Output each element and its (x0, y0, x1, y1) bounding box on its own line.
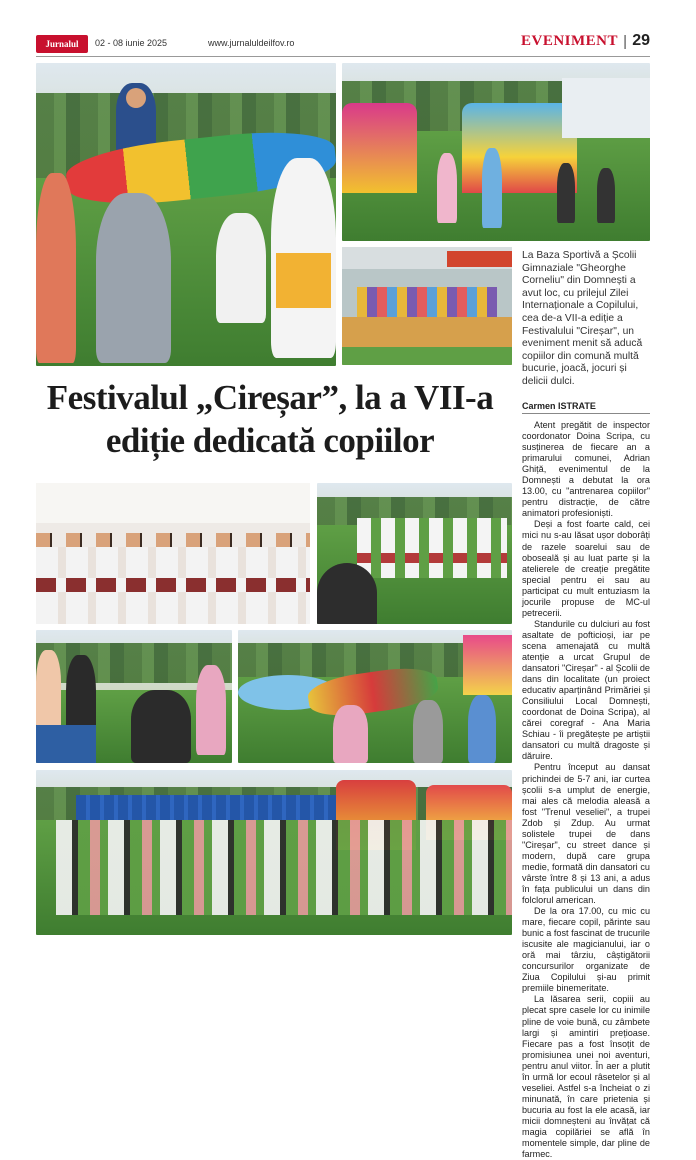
photo-parachute-games (36, 63, 336, 366)
article-title: Festivalul „Cireșar”, la a VII-a ediție dedicată copiilor (46, 378, 494, 460)
article-author: Carmen ISTRATE (522, 401, 596, 411)
photo-inflatables (342, 63, 650, 241)
section-title: EVENIMENT (520, 33, 618, 49)
paragraph: Standurile cu dulciuri au fost asaltate de pofticioși, iar pe scena amenajată cu multă atenție a urcat Grupul de dansatori "Cireșar" - al Școlii de dans din localitate (un proiect educativ aparținând Primăriei și Consiliului Local Domnești, coordonat de Doina Scripa), al cărei coregraf - Ana Maria Schiau - îi pregătește pe artiștii dansatori cu multă dragoste și dăruire. (522, 618, 650, 762)
paragraph: Deși a fost foarte cald, cei mici nu s-au lăsat ușor doborâți de razele soarelui sau de oboseală și au luat parte și la atelierele de creație pregătite special pentru ei sau au participat cu mult entuziasm la jocurile propuse de MC-ul petrecerii. (522, 519, 650, 618)
photo-creative-workshop (36, 630, 232, 763)
article-intro: La Baza Sportivă a Școlii Gimnaziale "Gheorghe Corneliu" din Domnești a avut loc, cu prilejul Zilei Internaționale a Copilului, cea de-a VII-a ediție a Festivalului "Cireșar", un eveniment menit să aducă copiilor din comună multă bucurie, joacă, jocuri și delicii dulci. (522, 250, 643, 387)
photo-sweets-stand (342, 247, 512, 365)
header-divider (36, 56, 650, 57)
paragraph: De la ora 17.00, cu mic cu mare, fiecare copil, părinte sau bunic a fost fascinat de trucurile iscusite ale magicianului, iar o oră mai târziu, câștigătorii concursurilor organizate de Ziua Copilului și-au primit premiile binemeritate. (522, 906, 650, 994)
photo-folk-costumes (36, 483, 310, 624)
photo-dancers-field (317, 483, 512, 624)
paragraph: Atent pregătit de inspector coordonator Doina Scripa, cu susținerea de fiecare an a primarului comunei, Adrian Ghiță, evenimentul de la Domnești a debutat la ora 13.00, cu "antrenarea copiilor" pentru distracție, de către animatori profesioniști. (522, 420, 650, 519)
header-separator: | (623, 33, 627, 50)
paragraph: La lăsarea serii, copiii au plecat spre casele lor cu inimile pline de voie bună, cu zâmbete largi și amintiri prețioase. Fiecare pas a fost însoțit de promisiunea unei noi aventuri, pentru anul viitor. În aer a plutit în urmă lor ecoul râsetelor și al veseliei. Astfel s-a încheiat o zi minunată, în care prietenia și bucuria au fost la ele acasă, iar micii domneșteni au învățat că magia copilăriei se află în momentele simple, dar pline de farmec. (522, 994, 650, 1160)
paragraph: Pentru început au dansat prichindei de 5-7 ani, iar curtea școlii s-a umplut de energie, mai ales că melodia aleasă a fost "Trenul veseliei", a trupei Zdob și Zdup. Au urmat solistele trupei de dans "Cireșar", cu street dance și modern, după care grupa medie, formată din dansatori cu vârste între 8 și 13 ani, a adus în fața publicului un dans din folclorul american. (522, 762, 650, 906)
photo-group-dancing (36, 770, 512, 935)
author-divider (522, 413, 650, 414)
website-url[interactable]: www.jurnaluldeilfov.ro (208, 38, 295, 48)
newspaper-logo: Jurnalul (36, 35, 88, 53)
page-number: 29 (632, 32, 650, 49)
page-header (36, 33, 650, 57)
issue-date: 02 - 08 iunie 2025 (95, 38, 168, 48)
photo-parachute-kids (238, 630, 512, 763)
article-body (522, 420, 650, 1160)
